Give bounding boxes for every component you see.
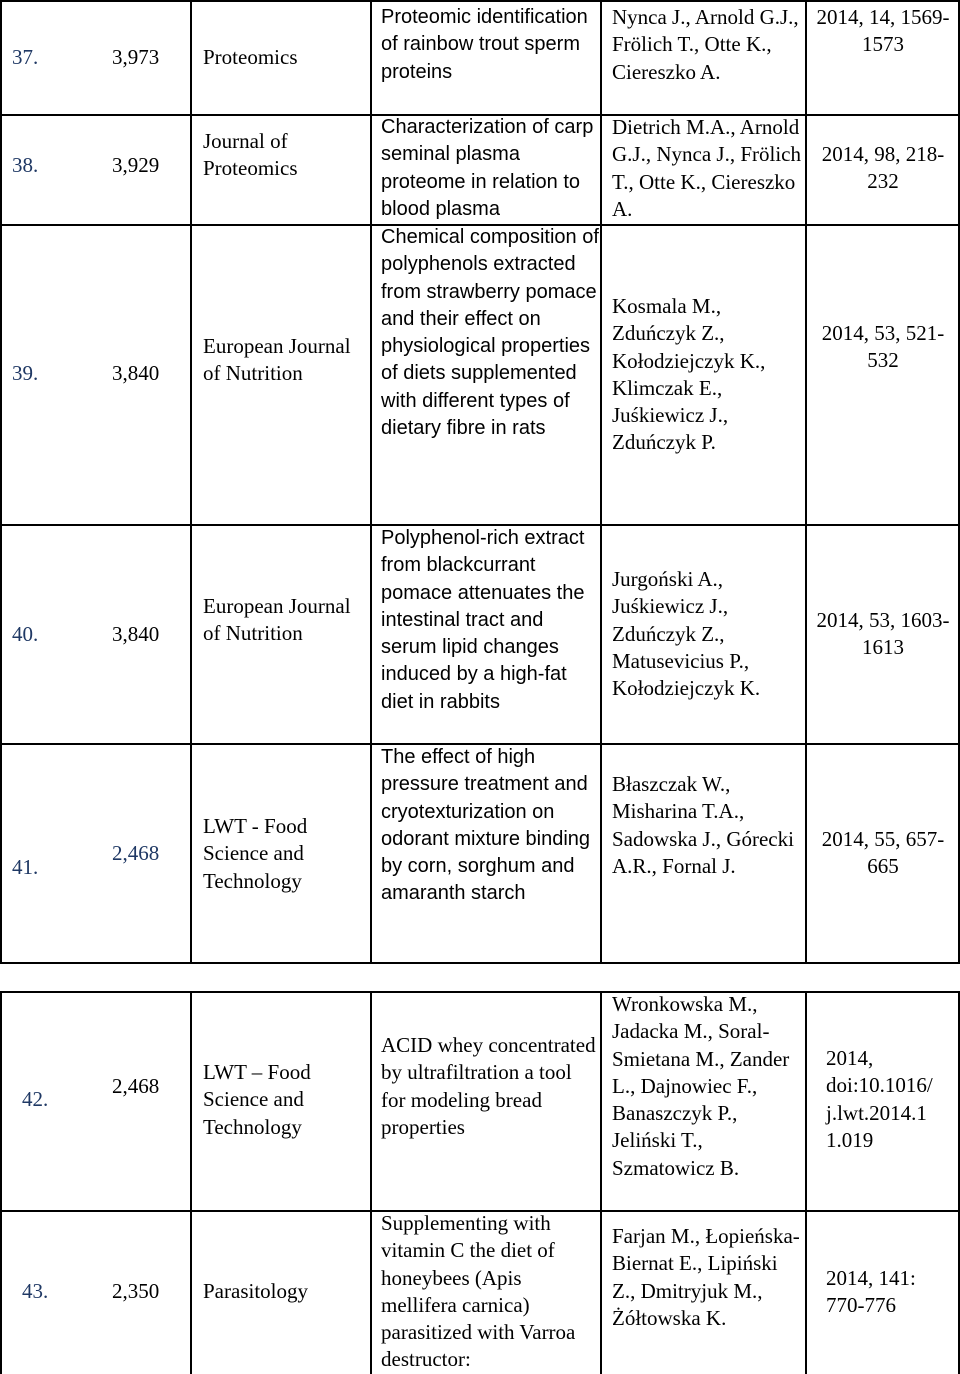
col-divider <box>600 0 602 962</box>
col-divider <box>370 0 372 962</box>
authors: Farjan M., Łopieńska-Biernat E., Lipiński Z., Dmitryjuk M., Żółtowska K. <box>612 1224 800 1330</box>
article-title: Chemical composition of polyphenols extracted from strawberry pomace and their effect on physiological properties of diets supplemented with different types of dietary fibre in rats <box>381 226 599 440</box>
authors: Jurgoński A., Juśkiewicz J., Zduńczyk Z., Matusevicius P., Kołodziejczyk K. <box>612 567 761 701</box>
col-divider <box>0 991 2 1374</box>
authors: Błaszczak W., Misharina T.A., Sadowska J., Górecki A.R., Fornal J. <box>612 772 794 878</box>
impact-score: 3,840 <box>112 622 160 646</box>
publication-info: 2014, 55, 657-665 <box>821 827 945 879</box>
article-title: Supplementing with vitamin C the diet of honeybees (Apis mellifera carnica) parasitized with Varroa destructor: <box>381 1211 576 1372</box>
article-title: Proteomic identification of rainbow trout sperm proteins <box>381 6 588 83</box>
impact-score: 2,350 <box>112 1279 160 1303</box>
journal-name: LWT – Food Science and Technology <box>203 1060 311 1139</box>
journal-name: Proteomics <box>203 45 298 69</box>
journal-name: LWT - Food Science and Technology <box>203 814 308 893</box>
article-title: Polyphenol-rich extract from blackcurrant pomace attenuates the intestinal tract and serum lipid changes induced by a high-fat diet in rabbits <box>381 527 585 713</box>
row-divider <box>0 0 960 2</box>
row-number: 41. <box>12 855 39 879</box>
row-number: 37. <box>12 45 39 69</box>
impact-score: 3,840 <box>112 361 160 385</box>
col-divider <box>805 0 807 962</box>
row-number: 43. <box>22 1279 49 1303</box>
col-divider <box>190 0 192 962</box>
journal-name: European Journal of Nutrition <box>203 334 351 386</box>
col-divider <box>370 991 372 1374</box>
authors: Nynca J., Arnold G.J., Frölich T., Otte K., Ciereszko A. <box>612 5 799 84</box>
journal-name: European Journal of Nutrition <box>203 594 351 646</box>
impact-score: 2,468 <box>112 841 160 865</box>
journal-name: Parasitology <box>203 1279 308 1303</box>
row-divider <box>0 991 960 993</box>
authors: Wronkowska M., Jadacka M., Soral-Smietana M., Zander L., Dajnowiec F., Banaszczyk P., Jeliński T., Szmatowicz B. <box>612 992 790 1180</box>
row-number: 40. <box>12 622 39 646</box>
authors: Kosmala M., Zduńczyk Z., Kołodziejczyk K., Klimczak E., Juśkiewicz J., Zduńczyk P. <box>612 294 766 455</box>
row-number: 38. <box>12 153 39 177</box>
col-divider <box>190 991 192 1374</box>
col-divider <box>600 991 602 1374</box>
row-number: 42. <box>22 1087 49 1111</box>
impact-score: 3,929 <box>112 153 160 177</box>
row-number: 39. <box>12 361 39 385</box>
article-title: The effect of high pressure treatment and cryotexturization on odorant mixture binding by corn, sorghum and amaranth starch <box>381 746 591 905</box>
authors: Dietrich M.A., Arnold G.J., Nynca J., Frölich T., Otte K., Ciereszko A. <box>612 115 801 221</box>
impact-score: 3,973 <box>112 45 160 69</box>
row-divider <box>0 962 960 964</box>
publication-info: 2014, 53, 521-532 <box>821 321 945 373</box>
publication-info: 2014, doi:10.1016/ j.lwt.2014.1 1.019 <box>826 1046 933 1152</box>
publication-info: 2014, 53, 1603-1613 <box>816 608 950 660</box>
publication-info: 2014, 14, 1569-1573 <box>816 5 950 57</box>
publication-info: 2014, 98, 218-232 <box>821 142 945 194</box>
journal-name: Journal of Proteomics <box>203 129 298 181</box>
publication-info: 2014, 141: 770-776 <box>826 1266 916 1318</box>
col-divider <box>0 0 2 962</box>
impact-score: 2,468 <box>112 1074 160 1098</box>
article-title: ACID whey concentrated by ultrafiltration a tool for modeling bread properties <box>381 1033 596 1139</box>
col-divider <box>805 991 807 1374</box>
article-title: Characterization of carp seminal plasma proteome in relation to blood plasma <box>381 116 594 220</box>
